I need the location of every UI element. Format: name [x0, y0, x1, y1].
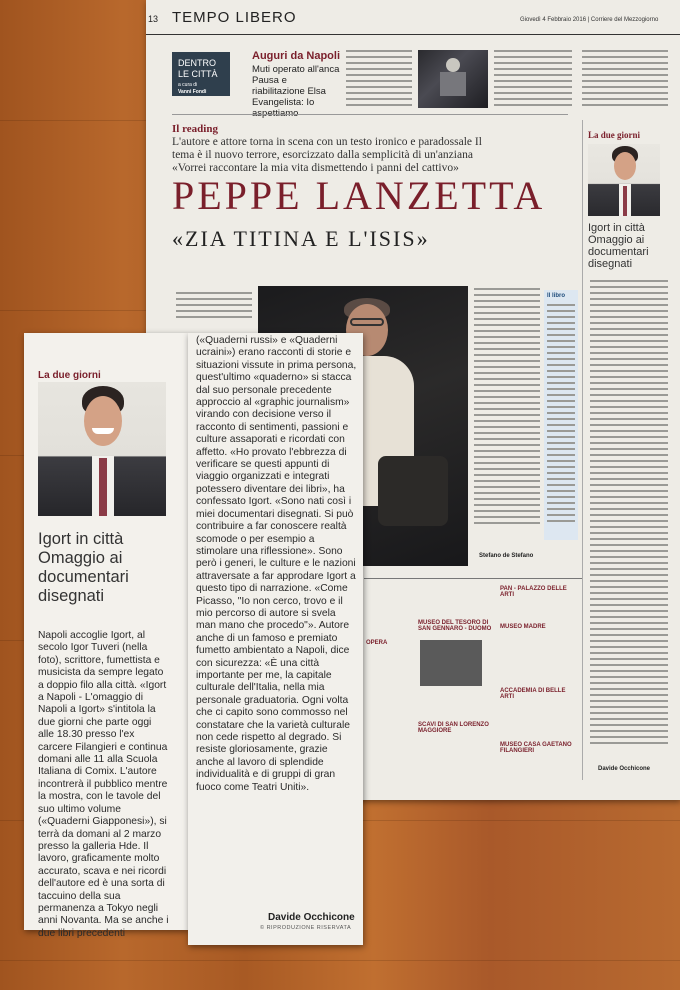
clip-body: Napoli accoglie Igort, al secolo Igor Tuveri (nella foto), scrittore, fumettista e musicista da sempre legato a doppio filo alla città. «Igort a Napoli - L'omaggio di Napoli a Igort» s'intitola la due giorni che parte oggi alle 18.30 presso l'ex carcere Filangieri e continua domani alle 11 alla Scuola Italiana di Comix. L'autore incontrerà il pubblico mentre la mostra, con le tavole del suo ultimo volume («Quaderni Giapponesi»), si terrà da domani al 2 marzo presso la galleria Hde. Il lavoro, graficamente molto accurato, scava e nei ricordi dell'autore ed è una sorta di taccuino della sua permanenza a Tokyo negli anni Novanta. Ma se anche i due libri precedenti	[38, 630, 169, 939]
header-rule	[146, 34, 680, 35]
dentro-line2: LE CITTÀ	[178, 69, 218, 79]
page-number: 13	[148, 14, 159, 24]
clip2-body: («Quaderni russi» e «Quaderni ucraini») erano racconti di storie e situazioni vissute in prima persona, quest'ultimo «quaderno» si stacca dal suo personale precedente approccio al «graphic journalism» virando con decisione verso il racconto di sentimenti, passioni e culture assaporati e ricordati con affetto. «Ho provato l'ebbrezza di verificare se questi appunti di viaggio organizzati e integrati potessero diventare dei libri», ha confessato Igort. «Sono nati così i miei documentari disegnati. Si può contribuire a far conoscere realtà scomode o per esempio a stimolare una riflessione». Sono però i generi, le culture e le nazioni attraversate a far approdare Igort a questo tipo di narrazione. «Come Picasso, "Io non cerco, trovo e il mio percorso di autore si svela man mano che procedo"». Autore anche di un famoso e premiato fumetto ambientato a Napoli, dice con sicurezza: «È una città importante per me, la capitale culturale dell'Italia, nella mia personale graduatoria. Ogni volta che ci capito sono commosso nel constatare che la varietà culturale non cede rispetto al degrado. Si resiste gloriosamente, grazie anche al lavoro di splendide individualità e di gruppi di gran fuoco come Teatri Uniti».	[196, 335, 357, 793]
article-col3	[474, 288, 540, 528]
article-col1	[176, 292, 252, 322]
page-date: Giovedì 4 Febbraio 2016 | Corriere del Mezzogiorno	[520, 17, 659, 23]
auguri-text-col1	[346, 50, 412, 110]
listings-rule	[364, 578, 582, 579]
article-subhead: «ZIA TITINA E L'ISIS»	[172, 226, 430, 251]
section-title: TEMPO LIBERO	[172, 9, 297, 26]
il-libro-label: Il libro	[547, 293, 565, 299]
dentro-line3: a cura di	[178, 82, 198, 88]
listing-san-lorenzo: SCAVI DI SAN LORENZO MAGGIORE	[418, 722, 489, 734]
sidebar-label: La due giorni	[588, 130, 641, 140]
clip2-byline: Davide Occhicone	[268, 912, 355, 923]
sidebar-byline: Davide Occhicone	[598, 766, 651, 772]
article-byline: Stefano de Stefano	[479, 553, 534, 559]
auguri-rule	[172, 114, 568, 115]
listing-tesoro: MUSEO DEL TESORO DI SAN GENNARO - DUOMO	[418, 620, 492, 632]
sidebar-title: Igort in città Omaggio ai documentari disegnati	[588, 222, 649, 270]
clip-label: La due giorni	[38, 370, 101, 381]
il-libro-text	[547, 304, 575, 526]
listing-accademia: ACCADEMIA DI BELLE ARTI	[500, 688, 566, 700]
dentro-line1: DENTRO	[178, 58, 216, 68]
sidebar-photo-igort	[588, 144, 660, 216]
sidebar-body	[590, 280, 668, 748]
concert-photo	[418, 50, 488, 108]
clip-photo-igort	[38, 382, 166, 516]
clip-title: Igort in città Omaggio ai documentari disegnati	[38, 530, 129, 605]
auguri-text-col3	[582, 50, 668, 110]
article-kicker: Il reading	[172, 123, 218, 135]
dentro-line4: Vanni Fondi	[178, 89, 207, 95]
clip2-rights: © RIPRODUZIONE RISERVATA	[260, 925, 352, 931]
listing-filangieri: MUSEO CASA GAETANO FILANGIERI	[500, 742, 572, 754]
listing-opera: OPERA	[366, 640, 388, 646]
article-headline: PEPPE LANZETTA	[172, 173, 546, 218]
article-deck: L'autore e attore torna in scena con un testo ironico e paradossale Il tema è il nuovo terrore, esorcizzato dalla semplicità di un'anziana «Vorrei raccontare la mia vita dismettendo i panni del cattivo»	[172, 136, 482, 174]
dentro-le-citta-box	[172, 52, 230, 96]
auguri-text-col2	[494, 50, 572, 110]
listing-pan: PAN - PALAZZO DELLE ARTI	[500, 586, 567, 598]
auguri-title: Auguri da Napoli	[252, 50, 340, 62]
listing-image	[420, 640, 482, 686]
auguri-subtitle: Muti operato all'anca Pausa e riabilitazione Elsa Evangelista: Io	[252, 64, 340, 108]
listing-madre: MUSEO MADRE	[500, 624, 546, 630]
sidebar-rule	[582, 120, 583, 780]
